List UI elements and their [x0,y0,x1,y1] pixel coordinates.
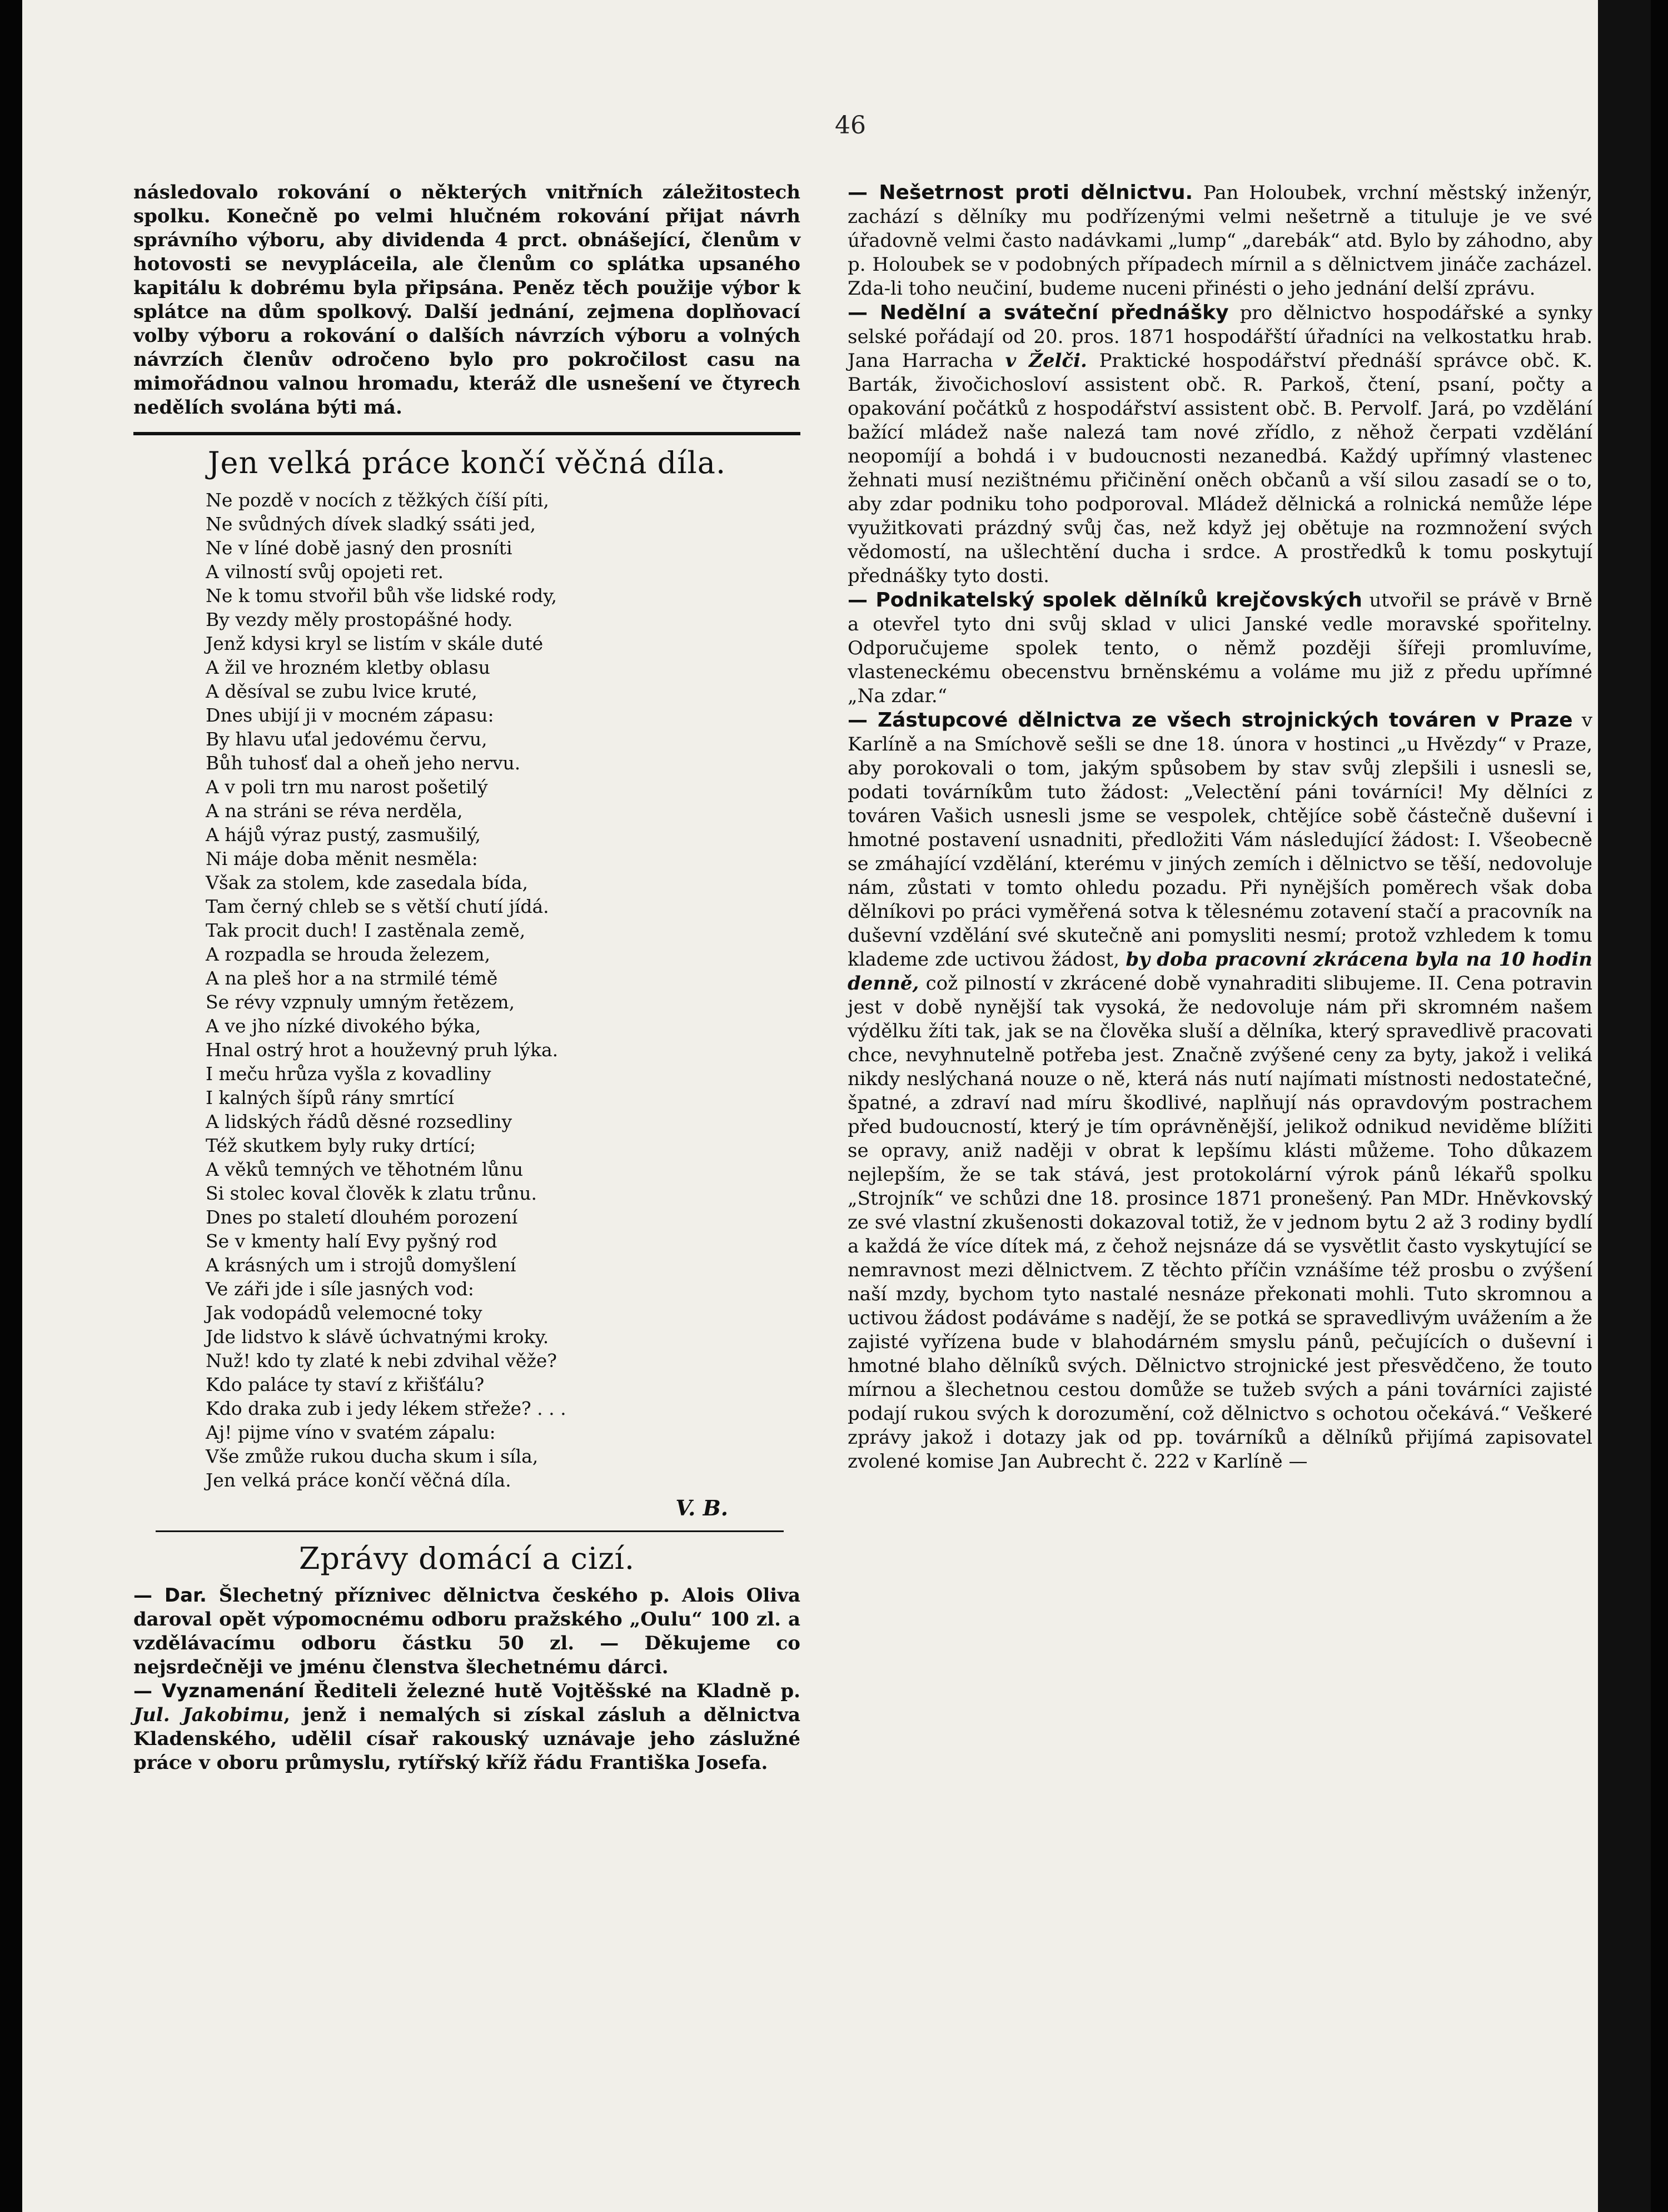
article-title: — Podnikatelský spolek dělníků krejčovských [848,589,1362,612]
poem-line: Kdo draka zub i jedy lékem střeže? . . . [206,1398,566,1419]
poem-line: Ne v líné době jasný den prosníti [206,537,512,559]
poem-line: Bůh tuhosť dal a oheň jeho nervu. [206,752,521,774]
article-text: utvořil se právě v Brně a otevřel tyto dni svůj sklad v ulici Janské vedle moravské spořitelny. Odporučujeme spolek tento, o němž později šířeji promluvíme, vlasteneckému obecenstvu brněnskému a voláme mu již z předu upřímné „Na zdar.“ [848,589,1592,707]
poem-line: By vezdy měly prostopášné hody. [206,609,513,630]
poem-line: A rozpadla se hrouda železem, [206,943,491,965]
poem-line: Vše zmůže rukou ducha skum i síla, [206,1445,539,1467]
scan-edge [1598,0,1651,2212]
poem-line: A na pleš hor a na strmilé témě [206,967,498,989]
poem-line: Jenž kdysi kryl se listím v skále duté [206,633,544,654]
article-prednasky [848,301,1592,588]
poem-line: Tak procit duch! I zastěnala země, [206,919,526,941]
poem-line: Jen velká práce končí věčná díla. [206,1469,511,1491]
poem-line: I meču hrůza vyšla z kovadliny [206,1063,491,1085]
article-spolek [848,588,1592,708]
poem-line: A věků temných ve těhotném lůnu [206,1159,524,1180]
poem-line: Kdo paláce ty staví z křišťálu? [206,1374,485,1395]
poem-line: A v poli trn mu narost pošetilý [206,776,488,798]
news-item-text: Šlechetný příznivec dělnictva českého p. Alois Oliva daroval opět výpomocnému odboru pražského „Oulu“ 100 zl. a vzdělávacímu odboru částku 50 zl. — Děkujeme co nejsrdečněji ve jménu členstva šlechetnému dárci. [133,1584,800,1678]
news-item-text: , jenž i nemalých si získal zásluh a dělnictva Kladenského, udělil císař rakouský uznávaje jeho záslužné práce v oboru průmyslu, rytířský kříž řádu Františka Josefa. [133,1704,800,1774]
article-title: — Nedělní a sváteční přednášky [848,301,1229,324]
article-text: Praktické hospodářství přednáší správce obč. K. Barták, živočichosloví assistent obč. R. Parkoš, čtení, psaní, počty a opakování počátků z hospodářství assistent obč. B. Pervolf. Jará, po vzdělání bažící mládež naše nalezá tam nové zřídlo, z něhož čerpati vzdělání neopomíjí a bohdá i v budoucnosti nezanedbá. Každý upřímný vlastenec žehnati musí nezištnému přičinění oněch občanů a vší silou zasadí se o to, aby zdar podniku toho podporoval. Mládež dělnická a rolnická nemůže lépe využitkovati prázdný svůj čas, než když jej obětuje na rozmnožení svých vědomostí, na ušlechtění ducha i srdce. A prostředků k tomu poskytují přednášky tyto dosti. [848,350,1593,587]
poem-line: A ve jho nízké divokého býka, [206,1015,481,1037]
poem-line: Hnal ostrý hrot a houževný pruh lýka. [206,1039,559,1061]
poem-line: Ni máje doba měnit nesměla: [206,848,478,869]
news-item-person: Jul. Jakobimu [133,1704,284,1726]
article-title: — Nešetrnost proti dělnictvu. [848,181,1193,204]
poem-line: By hlavu uťal jedovému červu, [206,728,487,750]
poem-body [206,488,800,1492]
poem-line: Též skutkem byly ruky drtící; [206,1135,476,1156]
news-item-lead: — Dar. [133,1584,207,1607]
poem-line: Dnes ubijí ji v mocném zápasu: [206,704,494,726]
poem-line: Se révy vzpnuly umným řetězem, [206,991,515,1013]
news-item-lead: — Vyznamenání [133,1680,305,1702]
page-number: 46 [835,111,866,140]
poem-line: Dnes po staletí dlouhém porození [206,1206,518,1228]
poem-line: A krásných um i strojů domyšlení [206,1254,516,1276]
article-text: v Karlíně a na Smíchově sešli se dne 18. února v hostinci „u Hvězdy“ v Praze, aby porokovali o tom, jakým spůsobem by stav svůj zlepšili i usnesli se, podati továrníkům tuto žádost: „Velectění páni továrníci! My dělníci z továren Vašich usnesli jsme se vespolek, chtějíce sobě částečně duševní i hmotné postavení usnadniti, předložiti Vám následující žádost: I. Všeobecně se zmáhající vzdělání, kterému v jiných zemích i dělnictvo se těší, nedovoluje nám, zůstati v tomto ohledu pozadu. Při nynějších poměrech však doba dělníkovi po práci vyměřená sotva k tělesnému zotavení stačí a pracovník na duševní vzdělání své skutečně ani pomysliti nesmí; protož vzhledem k tomu klademe zde uctivou žádost, [848,709,1593,971]
section-divider [133,432,800,435]
article-zastupcove [848,708,1592,1474]
poem-line: Jak vodopádů velemocné toky [206,1302,482,1324]
poem-line: Si stolec koval člověk k zlatu trůnu. [206,1182,537,1204]
news-item-dar [133,1584,800,1679]
poem-line: Aj! pijme víno v svatém zápalu: [206,1421,496,1443]
article-demand: by doba pracovní zkrácena byla na 10 hodin denně, [848,948,1592,995]
poem-line: Však za stolem, kde zasedala bída, [206,872,529,893]
poem-line: A lidských řádů děsné rozsedliny [206,1111,512,1132]
poem-line: A žil ve hrozném kletby oblasu [206,657,490,678]
poem-line: Nuž! kdo ty zlaté k nebi zdvihal věže? [206,1350,557,1371]
poem-line: Tam černý chleb se s větší chutí jídá. [206,896,549,917]
poem-line: Ve záři jde i síle jasných vod: [206,1278,474,1300]
news-item-text: Řediteli železné hutě Vojtěšské na Kladně p. [304,1680,801,1702]
left-column [133,181,800,1775]
right-column [848,181,1592,1474]
poem-line: Ne k tomu stvořil bůh vše lidské rody, [206,585,557,607]
poem-line: Ne pozdě v nocích z těžkých číší píti, [206,489,549,511]
poem-line: Se v kmenty halí Evy pyšný rod [206,1230,497,1252]
news-heading: Zprávy domácí a cizí. [298,1541,635,1576]
poem-line: Jde lidstvo k slávě úchvatnými kroky. [206,1326,549,1348]
newspaper-page [22,0,1651,2212]
article-text: což pilností v zkrácené době vynahraditi slibujeme. II. Cena potravin jest v době nynější tak vysoká, že nedovoluje nám při skromném našem výdělku žíti tak, jak se na člověka sluší a dělníka, který spravedlivě pracovati chce, nevyhnutelně potřeba jest. Značně zvýšené ceny za byty, jakož i veliká nikdy neslýchaná nouze o ně, která nás nutí najímati místnosti nedostatečné, špatné, a zdraví nad míru škodlivé, naplňují nás opravdovým postrachem před budoucností, který je tím oprávněnější, jelikož odnikud neviděme blížiti se opravy, aniž naději v obrat k lepšímu klásti můžeme. Toho důkazem nejlepším, že se tak stává, jest protokolární výrok pánů lékařů spolku „Strojník“ ve schůzi dne 18. prosince 1871 pronešený. Pan MDr. Hněvkovský ze své vlastní zkušenosti dokazoval totiž, že v jednom bytu 2 až 3 rodiny bydlí a každá že více dítek má, z čehož nejsnáze dá se vysvětlit často vyskytující se nemravnost mezi dělnictvem. Z těchto příčin vznášíme též prosbu o zvýšení naší mzdy, bychom tyto nastalé nesnáze překonati mohli. Tuto skromnou a uctivou žádost podáváme s nadějí, že se potká se spravedlivým uvážením a že zajisté vyřízena bude v blahodárném smyslu pánů, pečujících o duševní i hmotné blaho dělníků svých. Dělnictvo strojnické jest přesvědčeno, že touto mírnou a šlechetnou cestou domůže se tužeb svých a páni továrníci zajisté podají rukou svých k dorozumění, což dělnictvo s ochotou očekává.“ Veškeré zprávy jakož i dotazy jak od pp. továrníků a dělníků přijímá zapisovatel zvolené komise Jan Aubrecht č. 222 v Karlíně — [848,972,1593,1473]
poem-signature: V. B. [675,1495,728,1520]
section-divider [156,1530,784,1532]
poem-line: I kalných šípů rány smrtící [206,1087,454,1109]
article-nesetrnost [848,181,1592,301]
article-text: Pan Holoubek, vrchní městský inženýr, zachází s dělníky mu podřízenými velmi nešetrně a tituluje je ve své úřadovně velmi často nadávkami „lump“ „darebák“ atd. Bylo by záhodno, aby p. Holoubek se v podobných případech mírnil a s dělnictvem jináče zacházel. Zda-li toho neučiní, budeme nuceni přinésti o jeho jednání delší zprávu. [848,182,1592,300]
news-item-vyznamenani [133,1679,800,1775]
poem-line: A děsíval se zubu lvice kruté, [206,680,477,702]
article-title: — Zástupcové dělnictva ze všech strojnických továren v Praze [848,709,1573,732]
poem-line: A vilností svůj opojeti ret. [206,561,444,583]
poem-line: Ne svůdných dívek sladký ssáti jed, [206,513,536,535]
poem-line: A hájů výraz pustý, zasmušilý, [206,824,481,846]
intro-paragraph: následovalo rokování o některých vnitřních záležitostech spolku. Konečně po velmi hlučném rokování přijat návrh správního výboru, aby dividenda 4 prct. obnášející, členům v hotovosti se nevypláceila, ale členům co splátka upsaného kapitálu k dobrému byla připsána. Peněz těch použije výbor k splátce na dům spolkový. Další jednání, zejmena doplňovací volby výboru a rokování o dalších návrzích výboru a volných návrzích členův odročeno bylo pro pokročilost casu na mimořádnou valnou hromadu, kteráž dle usnešení ve čtyrech nedělích svolána býti má. [133,181,800,419]
poem-line: A na stráni se réva nerděla, [206,800,463,822]
poem-title: Jen velká práce končí věčná díla. [207,445,726,480]
article-text: pro dělnictvo hospodářské a synky selské pořádají od 20. pros. 1871 hospodářští úřadníci na velkostatku hrab. Jana Harracha [848,302,1592,372]
article-place: v Želči. [1005,350,1087,372]
